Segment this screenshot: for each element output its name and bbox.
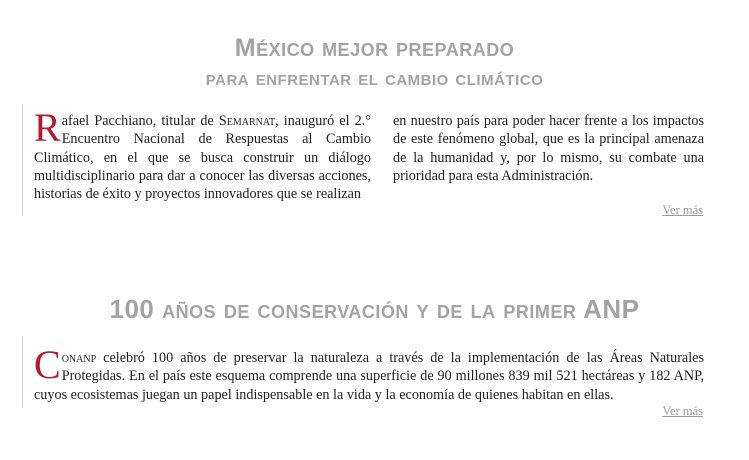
org-name: onanp — [61, 350, 97, 366]
left-rule-divider — [22, 336, 23, 408]
article-title-line-1: México mejor preparado — [234, 34, 515, 62]
article-conservation — [0, 286, 749, 460]
read-more-link[interactable]: Ver más — [662, 203, 703, 217]
body-text: , inauguró el 2.° Encuentro Nacional de Respuestas al Cambio Climático, en el que se busca construir un diálogo multidisciplinario para dar a conocer las diversas acciones, historias de éxito y proyectos innovadores que se realizan — [34, 113, 371, 203]
article-body — [34, 342, 704, 404]
read-more-link[interactable]: Ver más — [662, 404, 703, 418]
drop-cap: R — [34, 105, 61, 150]
article-body-column-2: en nuestro país para poder hacer frente a los impactos de este fenómeno global, que es la principal amenaza de la humanidad y, por lo mismo, su combate una prioridad para esta Administración. — [393, 113, 704, 184]
article-title: 100 años de conservación y de la primer ANP — [109, 294, 640, 324]
body-text: celebró 100 años de preservar la naturaleza a través de la implementación de las Áreas Naturales Protegidas. En el país este esquema comprende una superficie de 90 millones 839 mil 521 hectáreas y 182 ANP, cuyos ecosistemas juegan un papel indispensable en la vida y la economía de quienes habitan en ellas. — [34, 350, 704, 403]
left-rule-divider — [22, 104, 23, 216]
drop-cap: C — [34, 342, 61, 387]
article-body-column-1 — [34, 105, 371, 203]
org-name: Semarnat — [218, 113, 276, 129]
lead-text: afael Pacchiano, titular de — [61, 113, 219, 129]
article-title-line-2: para enfrentar el cambio climático — [205, 65, 544, 90]
